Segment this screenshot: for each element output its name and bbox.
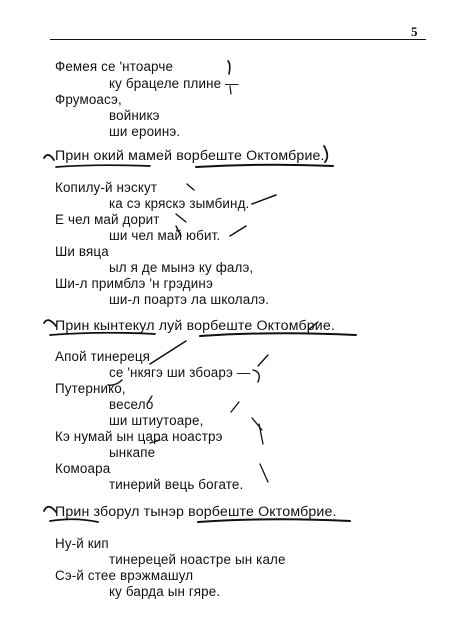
pen-tick-mark: [260, 464, 268, 482]
poem-line: Фемея се 'нтоарче: [55, 59, 174, 74]
section-title-2: Прин кынтекул луй ворбеште Октомбрие.: [55, 318, 335, 334]
poem-line: ынкапе: [109, 445, 156, 460]
poem-line: ши ероинэ.: [109, 124, 181, 139]
poem-line: ку брацеле плине —: [109, 76, 239, 91]
poem-line: весело: [109, 397, 154, 412]
poem-line: Апой тинереця: [55, 349, 151, 364]
page-number: 5: [411, 24, 418, 39]
poem-line: ыл я де мынэ ку фалэ,: [109, 260, 254, 275]
poem-line: ку барда ын гяре.: [109, 584, 221, 599]
pen-underline: [56, 165, 150, 167]
poem-line: ши-л поартэ ла школалэ.: [109, 292, 270, 307]
section-title-1: Прин окий мамей ворбеште Октомбрие.: [55, 148, 325, 164]
poem-line: Ши вяца: [55, 244, 109, 259]
pen-underline: [196, 165, 333, 167]
pen-tick-mark: [187, 184, 194, 190]
pen-tick-mark: [231, 402, 239, 412]
section-title-3: Прин зборул тынэр ворбеште Октомбрие.: [55, 504, 337, 520]
pen-slash-mark: [252, 195, 276, 204]
poem-line: Е чел май дорит: [55, 212, 160, 227]
poem-line: ка сэ кряскэ зымбинд.: [109, 196, 250, 211]
pen-tick-mark: [259, 424, 263, 444]
pen-tick-mark: [253, 370, 259, 382]
poem-line: Кэ нумай ын цара ноастрэ: [55, 429, 223, 444]
pen-slash-mark: [230, 226, 246, 236]
poem-line: тинерий вець богате.: [109, 477, 244, 492]
poem-line: Ну-й кип: [55, 536, 109, 551]
poem-line: ши чел май юбит.: [109, 228, 221, 243]
pen-tick-mark: [228, 61, 230, 74]
poem-line: тинерецей ноастре ын кале: [109, 552, 286, 567]
pen-tick-mark: [252, 418, 262, 430]
poem-line: ши штиутоаре,: [109, 413, 204, 428]
pen-tick-mark: [176, 214, 186, 222]
pen-tick-mark: [258, 355, 268, 366]
poem-line: Сэ-й стее врэжмашул: [55, 568, 194, 583]
pen-hook-mark: [44, 155, 54, 160]
poem-line: се 'нкягэ ши збоарэ —: [109, 365, 251, 380]
poem-line: Ши-л примблэ 'н грэдинэ: [55, 276, 213, 291]
poem-line: Копилу-й нэскут: [55, 180, 158, 195]
poem-line: Фрумоасэ,: [55, 92, 122, 107]
header-rule: [50, 39, 426, 40]
poem-line: войникэ: [109, 108, 160, 123]
poem-line: Путернико,: [55, 381, 126, 396]
poem-line: Комоара: [55, 461, 111, 476]
pen-slash-mark: [150, 341, 186, 364]
